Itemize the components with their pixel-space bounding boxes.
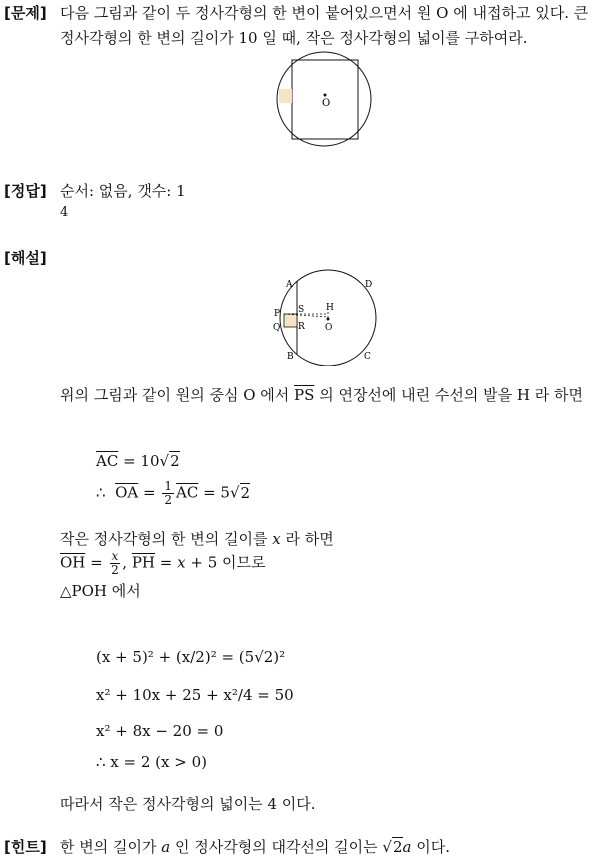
label-R: R xyxy=(298,322,305,332)
small-square xyxy=(279,89,292,103)
label-D: D xyxy=(365,280,373,290)
problem-tag: [문제] xyxy=(4,4,47,22)
problem-line-1: 다음 그림과 같이 두 정사각형의 한 변이 붙어있으면서 원 O 에 내접하고 있다. 큰 xyxy=(60,4,589,22)
label-B: B xyxy=(287,352,294,362)
solution-figure xyxy=(270,268,382,366)
solution-tag: [해설] xyxy=(4,249,47,267)
hint-text: 한 변의 길이가 a 인 정사각형의 대각선의 길이는 √2a 이다. xyxy=(60,838,451,856)
label-O: O xyxy=(325,323,333,333)
label-S: S xyxy=(298,305,305,315)
label-A: A xyxy=(286,280,293,290)
label-Q: Q xyxy=(273,323,281,333)
problem-line-2: 정사각형의 한 변의 길이가 10 일 때, 작은 정사각형의 넓이를 구하여라. xyxy=(60,29,528,47)
equation-1: (x + 5)² + (x/2)² = (5√2)² xyxy=(96,648,286,666)
solution-intro: 위의 그림과 같이 원의 중심 O 에서 $\overline{PS}$ 의 연장선에 내린 수선의 발을 H 라 하면 xyxy=(60,386,583,404)
answer-value: 4 xyxy=(60,205,69,220)
label-C: C xyxy=(364,352,371,362)
label-H: H xyxy=(326,303,334,313)
oh-ph-line: $\overline{OH}$ = $\frac{x}{2}$ , $\overline{PH} = x + 5$ 이므로 xyxy=(60,549,266,577)
equation-3: x² + 8x − 20 = 0 xyxy=(96,722,224,740)
hint-tag: [힌트] xyxy=(4,838,47,856)
triangle-line: △POH 에서 xyxy=(60,582,141,600)
equation-ac: $\overline{AC} = 10√2$ xyxy=(96,452,180,470)
equation-oa: ∴ $\overline{OA}$ = $\frac{1}{2}$ $\overline{AC} = 5√2$ xyxy=(96,479,251,507)
equation-4: ∴ x = 2 (x > 0) xyxy=(96,753,207,771)
answer-tag: [정답] xyxy=(4,182,47,200)
problem-figure xyxy=(276,48,376,148)
let-x-line: 작은 정사각형의 한 변의 길이를 x 라 하면 xyxy=(60,530,334,548)
small-square xyxy=(284,314,297,327)
label-P: P xyxy=(274,309,281,319)
equation-2: x² + 10x + 25 + x²/4 = 50 xyxy=(96,686,294,704)
conclusion: 따라서 작은 정사각형의 넓이는 4 이다. xyxy=(60,795,316,813)
label-O: O xyxy=(322,98,331,109)
answer-meta: 순서: 없음, 갯수: 1 xyxy=(60,182,186,200)
